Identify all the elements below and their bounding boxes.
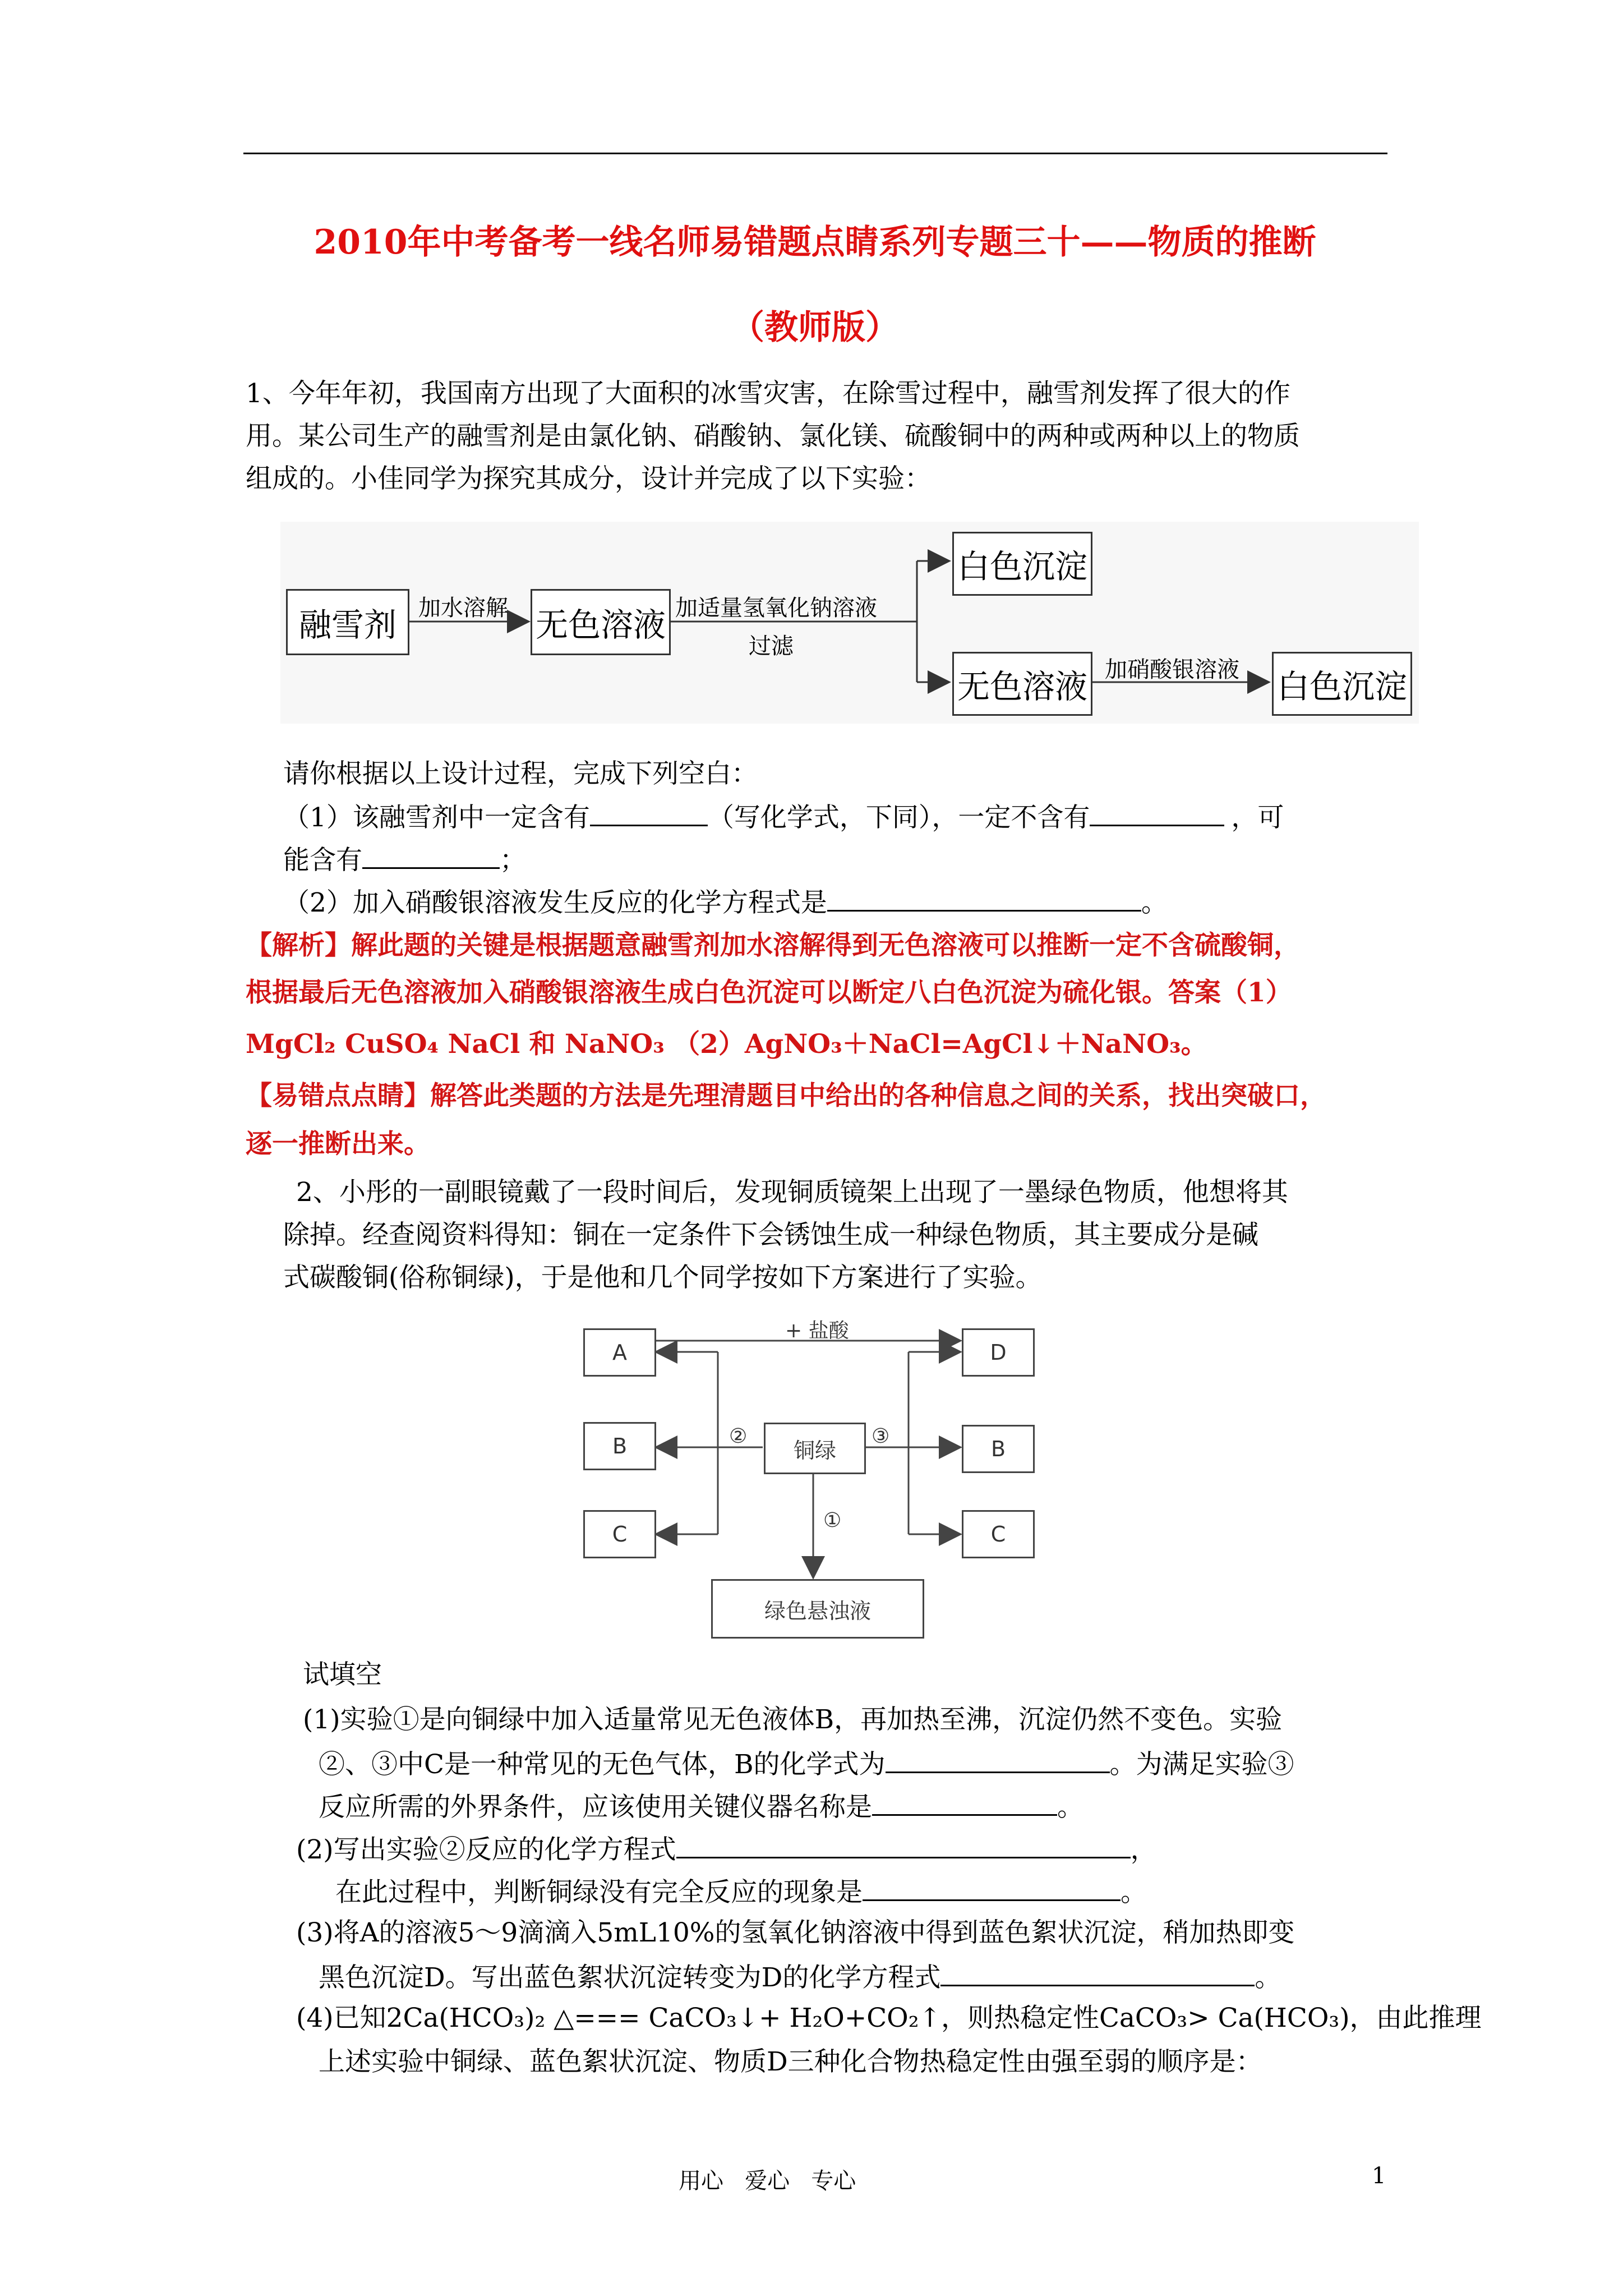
q2-s2-line-1 (296, 1831, 1157, 1867)
q1-intro-line-3: 组成的。小佳同学为探究其成分，设计并完成了以下实验： (246, 463, 931, 494)
q1-intro-line-2: 用。某公司生产的融雪剂是由氯化钠、硝酸钠、氯化镁、硫酸铜中的两种或两种以上的物质 (246, 421, 1300, 452)
q2-label-step-3: ③ (872, 1425, 890, 1448)
q1-p1-text-d: 能含有 (283, 845, 362, 876)
q2-box-verdigris: 铜绿 (764, 1423, 866, 1474)
q1-box-colorless-solution-2: 无色溶液 (952, 652, 1092, 716)
footer-motto: 用心 爱心 专心 (679, 2168, 856, 2194)
q1-box-white-precipitate-2: 白色沉淀 (1272, 652, 1412, 716)
q2-s2-text-b: ， (1130, 1834, 1157, 1865)
q2-s1-line-1: (1)实验①是向铜绿中加入适量常见无色液体B，再加热至沸，沉淀仍然不变色。实验 (303, 1704, 1283, 1735)
q2-label-step-2: ② (729, 1425, 748, 1448)
q2-s2-text-d: 。 (1121, 1877, 1147, 1908)
q1-tip-line-1: 【易错点点睛】解答此类题的方法是先理清题目中给出的各种信息之间的关系，找出突破口， (246, 1080, 1326, 1111)
q2-fill-heading: 试填空 (303, 1659, 382, 1690)
q1-prompt: 请你根据以上设计过程，完成下列空白： (283, 758, 758, 789)
q1-flow-arrows (280, 522, 1419, 724)
q2-s2-text-c: 在此过程中，判断铜绿没有完全反应的现象是 (335, 1877, 863, 1908)
q1-arrow-label-dissolve: 加水溶解 (418, 595, 508, 621)
q2-blank-b-formula[interactable] (886, 1746, 1110, 1773)
q2-s4-line-2: 上述实验中铜绿、蓝色絮状沉淀、物质D三种化合物热稳定性由强至弱的顺序是： (319, 2046, 1262, 2077)
q2-box-green-suspension: 绿色悬浊液 (711, 1579, 924, 1639)
q2-s3-text-a: 黑色沉淀D。写出蓝色絮状沉淀转变为D的化学方程式 (319, 1962, 941, 1993)
header-rule (243, 153, 1387, 154)
q2-s1-text-a: ②、③中C是一种常见的无色气体，B的化学式为 (319, 1749, 886, 1780)
q2-blank-phenomenon[interactable] (863, 1874, 1121, 1901)
q1-box-snow-melter: 融雪剂 (286, 589, 409, 655)
q2-label-step-1: ① (823, 1509, 842, 1532)
q2-s2-text-a: (2)写出实验②反应的化学方程式 (296, 1834, 676, 1865)
q1-part-1 (283, 799, 1284, 835)
q1-p1-text-c: ，可 (1231, 802, 1284, 833)
q1-box-colorless-solution-1: 无色溶液 (531, 589, 671, 655)
q1-analysis-line-1: 【解析】解此题的关键是根据题意融雪剂加水溶解得到无色溶液可以推断一定不含硫酸铜， (246, 930, 1300, 961)
q2-intro-line-1: 2、小彤的一副眼镜戴了一段时间后，发现铜质镜架上出现了一墨绿色物质，他想将其 (296, 1177, 1288, 1208)
q2-s2-line-2 (335, 1874, 1147, 1910)
q1-flow-diagram (280, 522, 1419, 724)
q1-arrow-label-naoh: 加适量氢氧化钠溶液 (675, 595, 877, 621)
q2-s1-text-d: 。 (1057, 1792, 1083, 1823)
q2-s4-line-1: (4)已知2Ca(HCO₃)₂ △=== CaCO₃↓+ H₂O+CO₂↑，则热稳定性CaCO₃> Ca(HCO₃)，由此推理 (296, 2003, 1482, 2033)
page-number: 1 (1372, 2163, 1386, 2189)
q1-blank-equation[interactable] (827, 884, 1141, 912)
q1-p1-text-b: （写化学式，下同），一定不含有 (707, 802, 1090, 833)
q1-intro-line-1: 1、今年年初，我国南方出现了大面积的冰雪灾害，在除雪过程中，融雪剂发挥了很大的作 (246, 378, 1290, 409)
q2-s1-text-c: 反应所需的外界条件，应该使用关键仪器名称是 (319, 1792, 872, 1823)
q1-p1-text-a: （1）该融雪剂中一定含有 (283, 802, 590, 833)
page-title: 2010年中考备考一线名师易错题点睛系列专题三十——物质的推断 (313, 223, 1316, 262)
q2-blank-equation-3[interactable] (940, 1959, 1255, 1986)
q1-p2-text-a: （2）加入硝酸银溶液发生反应的化学方程式是 (283, 887, 827, 918)
q1-arrow-label-agno3: 加硝酸银溶液 (1105, 657, 1239, 683)
q1-blank-may-contain[interactable] (362, 841, 500, 869)
q1-blank-must-contain[interactable] (590, 799, 708, 826)
q1-arrow-label-filter: 过滤 (749, 633, 794, 659)
q2-intro-line-2: 除掉。经查阅资料得知：铜在一定条件下会锈蚀生成一种绿色物质，其主要成分是碱 (283, 1220, 1258, 1250)
q2-s1-line-3 (319, 1788, 1083, 1824)
q1-analysis-answer: MgCl₂ CuSO₄ NaCl 和 NaNO₃ （2）AgNO₃＋NaCl=AgCl↓＋NaNO₃。 (246, 1029, 1207, 1060)
q2-box-c-left: C (583, 1510, 656, 1558)
q2-box-b-right: B (962, 1425, 1035, 1473)
q2-s1-text-b: 。为满足实验③ (1109, 1749, 1294, 1780)
page-subtitle: （教师版） (731, 308, 899, 347)
q2-s3-line-1: (3)将A的溶液5～9滴滴入5mL10%的氢氧化钠溶液中得到蓝色絮状沉淀，稍加热即变 (296, 1917, 1295, 1948)
q1-analysis-line-2: 根据最后无色溶液加入硝酸银溶液生成白色沉淀可以断定八白色沉淀为硫化银。答案（1） (246, 977, 1292, 1008)
q2-intro-line-3: 式碳酸铜(俗称铜绿)，于是他和几个同学按如下方案进行了实验。 (283, 1262, 1042, 1293)
q2-s3-line-2 (319, 1959, 1281, 1995)
q2-label-hydrochloric-acid: + 盐酸 (785, 1319, 849, 1342)
q1-part-1-cont (283, 841, 526, 877)
q2-reaction-diagram (572, 1313, 1088, 1649)
q2-s3-text-b: 。 (1255, 1962, 1281, 1993)
q2-blank-instrument[interactable] (872, 1788, 1057, 1816)
q1-box-white-precipitate-1: 白色沉淀 (952, 532, 1092, 596)
q1-tip-line-2: 逐一推断出来。 (246, 1129, 430, 1159)
q1-blank-must-not-contain[interactable] (1090, 799, 1224, 826)
q2-box-b-left: B (583, 1422, 656, 1470)
q2-box-d-right: D (962, 1328, 1035, 1377)
q2-blank-equation-2[interactable] (676, 1831, 1131, 1858)
q2-box-c-right: C (962, 1510, 1035, 1558)
q2-box-a-left: A (583, 1328, 656, 1377)
q1-part-2 (283, 884, 1168, 920)
q2-s1-line-2 (319, 1746, 1294, 1782)
q1-p1-text-e: ； (500, 845, 526, 876)
q1-p2-text-b: 。 (1141, 887, 1168, 918)
